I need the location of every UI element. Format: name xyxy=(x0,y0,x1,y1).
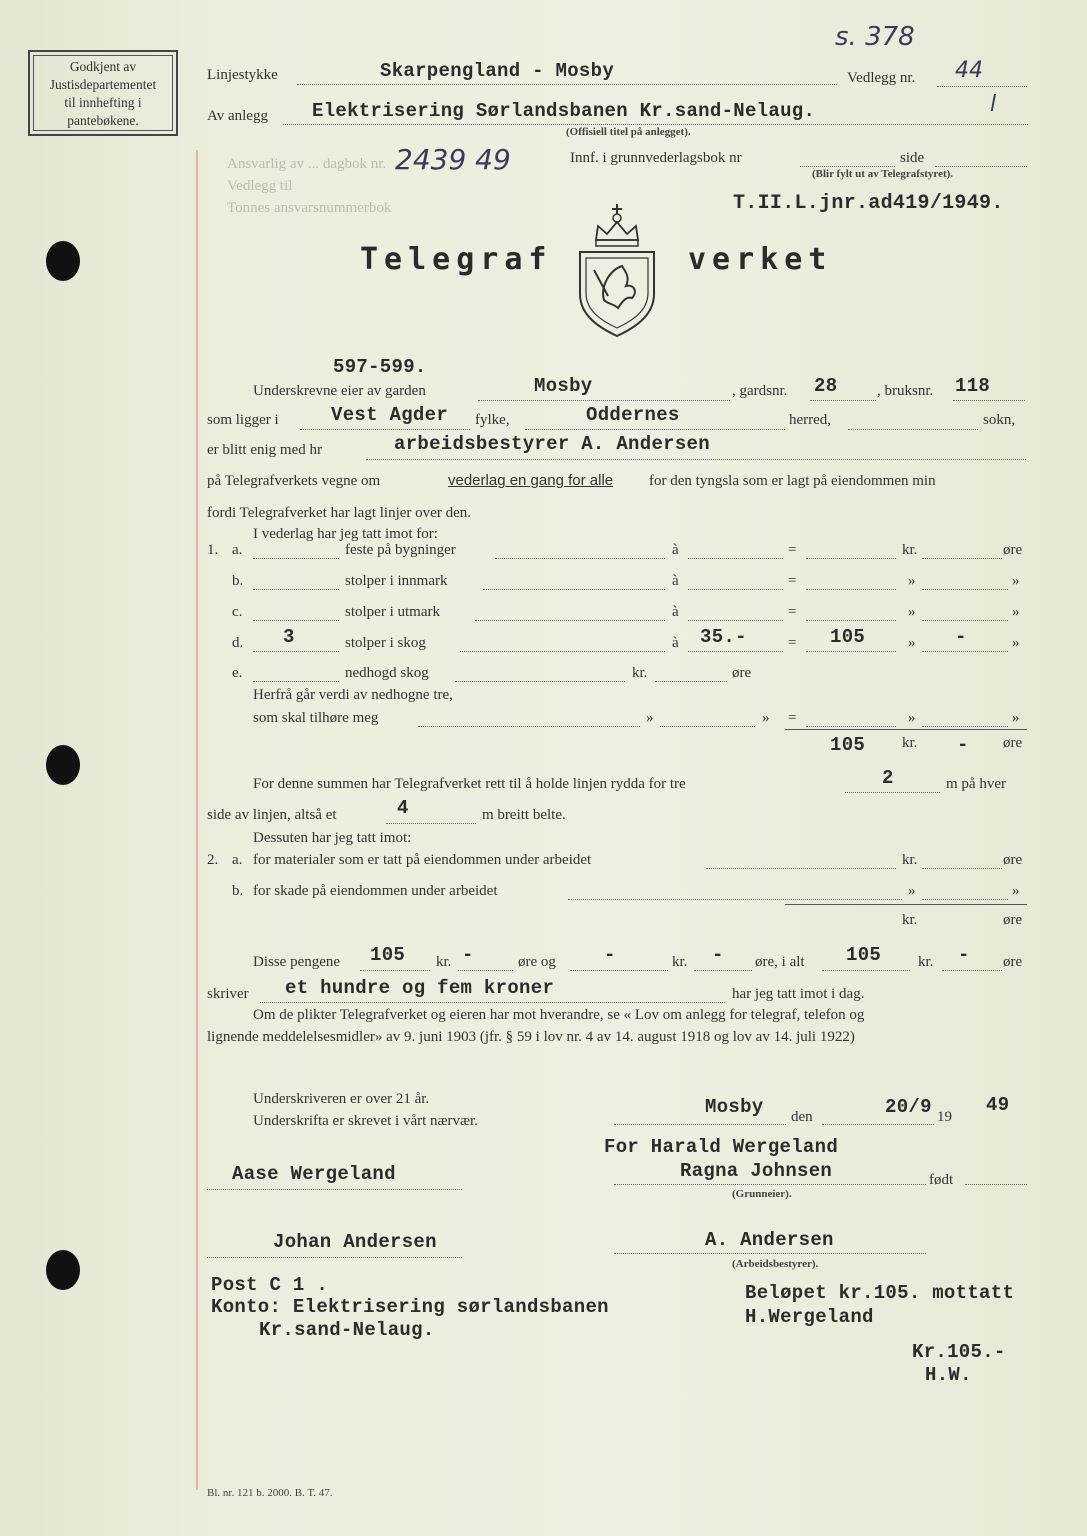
pengene-total-label: kr. xyxy=(918,954,934,970)
fill-line xyxy=(822,970,910,971)
faint-line: Vedlegg til xyxy=(227,178,293,194)
fodt-label: født xyxy=(929,1172,954,1188)
owner-signature: Ragna Johnsen xyxy=(680,1160,833,1182)
vedlegg-label: Vedlegg nr. xyxy=(847,70,916,86)
grunneier-label: (Grunneier). xyxy=(732,1188,792,1200)
belop-line: H.Wergeland xyxy=(745,1306,874,1328)
stamp-line: Justisdepartementet xyxy=(49,77,157,92)
row-letter: b. xyxy=(232,573,244,589)
journal-reference: T.II.L.jnr.ad419/1949. xyxy=(733,192,1004,215)
fill-line xyxy=(478,400,730,401)
row-ore-label: » xyxy=(1012,635,1020,651)
row-a: à xyxy=(672,635,679,651)
side-label: side xyxy=(900,150,925,166)
sum-ore-label: øre xyxy=(1003,912,1023,928)
belop-line: Beløpet kr.105. mottatt xyxy=(745,1282,1015,1304)
av-anlegg-value: Elektrisering Sørlandsbanen Kr.sand-Nelaug. xyxy=(312,100,816,122)
sum-rule xyxy=(785,904,1027,905)
fill-line xyxy=(935,166,1027,167)
enig-value: arbeidsbestyrer A. Andersen xyxy=(394,433,710,455)
row-qty: 3 xyxy=(283,626,295,648)
dessuten-intro: Dessuten har jeg tatt imot: xyxy=(253,830,412,846)
year-prefix: 19 xyxy=(937,1109,952,1125)
fill-line xyxy=(366,459,1026,460)
fill-line xyxy=(810,400,876,401)
fill-line xyxy=(300,429,470,430)
row-eq: = xyxy=(788,542,797,558)
row-letter: a. xyxy=(232,542,243,558)
sum-ore-label: øre xyxy=(1003,735,1023,751)
pengene-ore1: - xyxy=(462,944,474,966)
fill-line xyxy=(660,726,755,727)
konto-line: Konto: Elektrisering sørlandsbanen xyxy=(211,1296,609,1318)
for-name: For Harald Wergeland xyxy=(604,1136,839,1158)
bruksnr-value: 118 xyxy=(955,375,991,397)
row-letter: d. xyxy=(232,635,244,651)
vedlegg-value: 44 xyxy=(955,58,983,83)
sokn-label: sokn, xyxy=(983,412,1016,428)
row-desc: feste på bygninger xyxy=(345,542,456,558)
row-kr: kr. xyxy=(902,852,918,868)
herred-label: herred, xyxy=(789,412,832,428)
row-letter: a. xyxy=(232,852,243,868)
av-anlegg-mark: l xyxy=(990,92,997,117)
margin-line xyxy=(196,150,198,1490)
pengene-kr1: 105 xyxy=(370,944,406,966)
fill-line xyxy=(922,558,1002,559)
herfra-eq: = xyxy=(788,710,797,726)
linjestykke-label: Linjestykke xyxy=(207,67,278,83)
fill-line xyxy=(845,792,940,793)
fill-line xyxy=(253,620,339,621)
fill-line xyxy=(922,726,1008,727)
row-desc: stolper i utmark xyxy=(345,604,440,620)
fill-line xyxy=(297,84,837,85)
den-label: den xyxy=(791,1109,813,1125)
fill-line xyxy=(806,558,896,559)
fill-line xyxy=(806,726,896,727)
fill-line xyxy=(614,1184,926,1185)
punch-hole xyxy=(46,241,80,281)
row-eq: = xyxy=(788,573,797,589)
fill-line xyxy=(937,86,1027,87)
row-kr: kr. xyxy=(632,665,648,681)
herfra-quote: » xyxy=(762,710,770,726)
herfra-quote: » xyxy=(646,710,654,726)
fylke-value: Vest Agder xyxy=(331,404,449,426)
pengene-kr2: - xyxy=(604,944,616,966)
fill-line xyxy=(800,166,895,167)
bestyrer-signature: A. Andersen xyxy=(705,1229,834,1251)
enig-label: er blitt enig med hr xyxy=(207,442,322,458)
hand-number: 2439 49 xyxy=(395,143,511,176)
pengene-kr1-label: kr. xyxy=(436,954,452,970)
row-price: 35.- xyxy=(700,626,747,648)
fill-line xyxy=(655,681,727,682)
text-line: for skade på eiendommen under arbeidet xyxy=(253,883,498,899)
row-letter: e. xyxy=(232,665,243,681)
fill-line xyxy=(207,1257,462,1258)
fill-line xyxy=(458,970,513,971)
text-line: fordi Telegrafverket har lagt linjer over den. xyxy=(207,505,471,521)
fill-line xyxy=(483,589,665,590)
bruksnr-label: , bruksnr. xyxy=(877,383,934,399)
herred-value: Oddernes xyxy=(586,404,680,426)
logo-right-text: verket xyxy=(688,242,833,277)
fill-line xyxy=(848,429,978,430)
fill-line xyxy=(455,681,625,682)
row-eq: = xyxy=(788,604,797,620)
fill-line xyxy=(688,651,783,652)
witness-signature: Aase Wergeland xyxy=(232,1163,396,1185)
gardsnr-label: , gardsnr. xyxy=(732,383,788,399)
fill-line xyxy=(525,429,785,430)
sum-total: 105 xyxy=(830,734,866,756)
row-desc: stolper i skog xyxy=(345,635,426,651)
row-kr: » xyxy=(908,573,916,589)
text-line: Underskrifta er skrevet i vårt nærvær. xyxy=(253,1113,478,1129)
herfra-kr: » xyxy=(908,710,916,726)
innf-label: Innf. i grunnvederlagsbok nr xyxy=(570,150,742,166)
fill-line xyxy=(806,651,896,652)
row-ore-label: øre xyxy=(1003,852,1023,868)
linjestykke-value: Skarpengland - Mosby xyxy=(380,60,615,82)
faint-line: Tonnes ansvarsnummerbok xyxy=(227,200,392,216)
fill-line xyxy=(953,400,1025,401)
fill-line xyxy=(706,868,896,869)
fill-line xyxy=(694,970,752,971)
fill-line xyxy=(360,970,430,971)
garden-value: Mosby xyxy=(534,375,593,397)
fill-line xyxy=(614,1253,926,1254)
pengene-total-ore: - xyxy=(958,944,970,966)
row-kr: » xyxy=(908,883,916,899)
row-ore-label: » xyxy=(1012,604,1020,620)
witness-signature: Johan Andersen xyxy=(273,1231,437,1253)
row-ore: - xyxy=(955,626,967,648)
bestyrer-label: (Arbeidsbestyrer). xyxy=(732,1258,819,1270)
text-line: som skal tilhøre meg xyxy=(253,710,379,726)
fill-line xyxy=(822,1124,934,1125)
fill-line xyxy=(922,868,1002,869)
herfra-ore: » xyxy=(1012,710,1020,726)
row-ore-label: » xyxy=(1012,883,1020,899)
text-line: m breitt belte. xyxy=(482,807,566,823)
text-line: Herfrå går verdi av nedhogne tre, xyxy=(253,687,453,703)
fill-line xyxy=(922,589,1008,590)
row-desc: stolper i innmark xyxy=(345,573,448,589)
text-line: lignende meddelelsesmidler» av 9. juni 1903 (jfr. § 59 i lov nr. 4 av 14. august 1918 og lov av 14. juli 1922) xyxy=(207,1029,855,1045)
fill-line xyxy=(260,1002,725,1003)
pengene-total: 105 xyxy=(846,944,882,966)
rydda-belte: 4 xyxy=(397,797,409,819)
skriver-value: et hundre og fem kroner xyxy=(285,977,555,999)
row-ore-label: øre xyxy=(732,665,752,681)
punch-hole xyxy=(46,1250,80,1290)
row-eq: = xyxy=(788,635,797,651)
rydda-meters: 2 xyxy=(882,767,894,789)
fill-line xyxy=(568,899,902,900)
text-line: for den tyngsla som er lagt på eiendommen min xyxy=(649,473,936,489)
stamp-line: til innhefting i xyxy=(64,95,142,110)
signature-place: Mosby xyxy=(705,1096,764,1118)
row-a: à xyxy=(672,604,679,620)
fill-line xyxy=(253,558,339,559)
row-number: 1. xyxy=(207,542,219,558)
fill-line xyxy=(688,558,783,559)
row-kr: » xyxy=(908,604,916,620)
post-code: Post C 1 . xyxy=(211,1274,329,1296)
text-line: side av linjen, altså et xyxy=(207,807,337,823)
approval-stamp xyxy=(28,50,178,136)
fill-line xyxy=(253,651,339,652)
page-number: s. 378 xyxy=(835,22,915,52)
fill-line xyxy=(207,1189,462,1190)
sum-ore: - xyxy=(957,734,969,756)
fill-line xyxy=(965,1184,1027,1185)
owner-intro: Underskrevne eier av garden xyxy=(253,383,426,399)
pengene-ore2: - xyxy=(712,944,724,966)
fylke-label: fylke, xyxy=(475,412,510,428)
pengene-ore2-label: øre, i alt xyxy=(755,954,805,970)
kr-note: Kr.105.- xyxy=(912,1341,1006,1363)
text-line: m på hver xyxy=(946,776,1006,792)
stamp-line: Godkjent av xyxy=(69,59,137,74)
fill-line xyxy=(922,651,1008,652)
sum-kr: kr. xyxy=(902,912,918,928)
text-line: for materialer som er tatt på eiendommen under arbeidet xyxy=(253,852,592,868)
sum-rule xyxy=(785,729,1027,730)
fill-line xyxy=(942,970,1002,971)
text-line: For denne summen har Telegrafverket rett til å holde linjen rydda for tre xyxy=(253,776,686,792)
text-line: på Telegrafverkets vegne om xyxy=(207,473,381,489)
fill-line xyxy=(253,589,339,590)
kr-note: H.W. xyxy=(925,1364,972,1386)
fill-line xyxy=(806,589,896,590)
vederlag-typed: vederlag en gang for alle xyxy=(448,472,614,489)
telegrafstyret-note: (Blir fylt ut av Telegrafstyret). xyxy=(812,168,954,180)
punch-hole xyxy=(46,745,80,785)
pengene-label: Disse pengene xyxy=(253,954,341,970)
pengene-total-ore-label: øre xyxy=(1003,954,1023,970)
offisiell-note: (Offisiell titel på anlegget). xyxy=(566,126,691,138)
fill-line xyxy=(253,681,339,682)
fill-line xyxy=(570,970,668,971)
fill-line xyxy=(614,1124,786,1125)
konto-line: Kr.sand-Nelaug. xyxy=(259,1319,435,1341)
row-letter: c. xyxy=(232,604,243,620)
fill-line xyxy=(688,589,783,590)
fill-line xyxy=(475,620,665,621)
row-ore-label: øre xyxy=(1003,542,1023,558)
pengene-kr2-label: kr. xyxy=(672,954,688,970)
row-desc: nedhogd skog xyxy=(345,665,429,681)
row-letter: b. xyxy=(232,883,244,899)
row-total: 105 xyxy=(830,626,866,648)
fill-line xyxy=(495,558,665,559)
row-a: à xyxy=(672,573,679,589)
pengene-ore1-label: øre og xyxy=(518,954,556,970)
row-number: 2. xyxy=(207,852,219,868)
print-note: Bl. nr. 121 b. 2000. B. T. 47. xyxy=(207,1487,333,1499)
vederlag-intro: I vederlag har jeg tatt imot for: xyxy=(253,526,438,542)
logo-left-text: Telegraf xyxy=(360,242,553,277)
norwegian-coat-of-arms-icon xyxy=(574,200,660,340)
text-line: Underskriveren er over 21 år. xyxy=(253,1091,430,1107)
gardsnr-value: 28 xyxy=(814,375,838,397)
fill-line xyxy=(386,823,476,824)
row-a: à xyxy=(672,542,679,558)
reference-number: 597-599. xyxy=(333,356,427,378)
fill-line xyxy=(922,899,1008,900)
faint-line: Ansvarlig av ... dagbok nr. xyxy=(227,156,387,172)
signature-date: 20/9 xyxy=(885,1096,932,1118)
row-kr: kr. xyxy=(902,542,918,558)
av-anlegg-label: Av anlegg xyxy=(207,108,268,124)
ligger-label: som ligger i xyxy=(207,412,279,428)
fill-line xyxy=(418,726,640,727)
signature-year: 49 xyxy=(986,1094,1010,1116)
fill-line xyxy=(922,620,1008,621)
text-line: Om de plikter Telegrafverket og eieren har mot hverandre, se « Lov om anlegg for telegraf, telefon og xyxy=(253,1007,865,1023)
fill-line xyxy=(460,651,665,652)
fill-line xyxy=(806,620,896,621)
text-line: har jeg tatt imot i dag. xyxy=(732,986,865,1002)
fill-line xyxy=(688,620,783,621)
skriver-label: skriver xyxy=(207,986,249,1002)
fill-line xyxy=(283,124,1028,125)
stamp-line: pantebøkene. xyxy=(67,113,139,128)
row-kr: » xyxy=(908,635,916,651)
row-ore-label: » xyxy=(1012,573,1020,589)
sum-kr: kr. xyxy=(902,735,918,751)
